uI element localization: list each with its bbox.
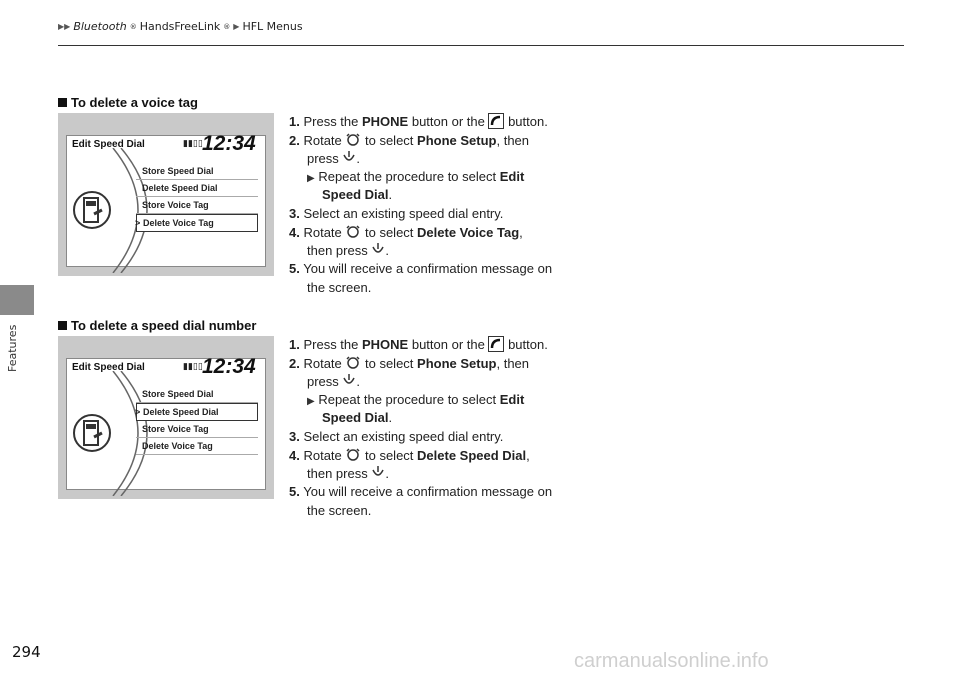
interface-dial-icon: [345, 132, 361, 151]
screen-title: Edit Speed Dial: [72, 139, 145, 150]
sub-step: ▶ Repeat the procedure to select Edit: [307, 392, 525, 407]
section-heading: To delete a speed dial number: [58, 318, 256, 333]
page-number: 294: [12, 643, 41, 661]
step-cont: then press .: [307, 243, 389, 260]
header-rule: [58, 45, 904, 46]
phone-icon: [72, 411, 112, 455]
interface-dial-icon: [345, 447, 361, 466]
phone-icon: [72, 188, 112, 232]
step-cont: then press .: [307, 466, 389, 483]
step: 2. Rotate to select Phone Setup, then: [289, 355, 529, 374]
section-tab: [0, 285, 34, 315]
step: 5. You will receive a confirmation message on: [289, 484, 553, 499]
press-icon: [371, 243, 385, 260]
step: 3. Select an existing speed dial entry.: [289, 429, 504, 444]
step: 4. Rotate to select Delete Voice Tag,: [289, 224, 523, 243]
menu-list: [136, 386, 258, 455]
menu-item[interactable]: Delete Speed Dial: [136, 180, 258, 197]
step: 3. Select an existing speed dial entry.: [289, 206, 504, 221]
screen-title: Edit Speed Dial: [72, 362, 145, 373]
menu-list: [136, 163, 258, 232]
step: 1. Press the PHONE button or the button.: [289, 113, 548, 132]
step-cont: the screen.: [307, 280, 372, 295]
phone-button-icon: [488, 113, 504, 132]
signal-status-icon: ▮▮▯▯: [183, 362, 203, 372]
step-cont: the screen.: [307, 503, 372, 518]
press-icon: [371, 466, 385, 483]
breadcrumb-handsfreelink[interactable]: HandsFreeLink: [139, 20, 221, 33]
sub-step-cont: Speed Dial.: [322, 410, 393, 425]
sub-step-arrow-icon: ▶: [307, 173, 315, 184]
menu-item[interactable]: Delete Voice Tag: [136, 438, 258, 455]
step-cont: press .: [307, 374, 360, 391]
breadcrumb: [58, 20, 303, 33]
menu-item-selected[interactable]: > Delete Speed Dial: [136, 403, 258, 421]
watermark: carmanualsonline.info: [574, 650, 769, 672]
breadcrumb-arrow-icon: ▶▶: [58, 22, 71, 31]
breadcrumb-arrow-icon: ▶: [233, 22, 240, 31]
interface-dial-icon: [345, 224, 361, 243]
sub-step: ▶ Repeat the procedure to select Edit: [307, 169, 525, 184]
registered-mark: ®: [223, 22, 231, 31]
screen-clock: 12:34: [202, 132, 256, 155]
breadcrumb-bluetooth[interactable]: Bluetooth: [73, 20, 127, 33]
press-icon: [342, 374, 356, 391]
interface-dial-icon: [345, 355, 361, 374]
step-cont: press .: [307, 151, 360, 168]
heading-square-icon: [58, 321, 67, 330]
menu-item[interactable]: Store Speed Dial: [136, 386, 258, 403]
phone-button-icon: [488, 336, 504, 355]
step: 2. Rotate to select Phone Setup, then: [289, 132, 529, 151]
menu-item[interactable]: Store Voice Tag: [136, 197, 258, 214]
screen-clock: 12:34: [202, 355, 256, 378]
screen-illustration: [58, 336, 274, 499]
breadcrumb-hfl-menus[interactable]: HFL Menus: [242, 20, 303, 33]
menu-item[interactable]: Store Speed Dial: [136, 163, 258, 180]
side-label: Features: [6, 324, 19, 372]
signal-status-icon: ▮▮▯▯: [183, 139, 203, 149]
registered-mark: ®: [129, 22, 137, 31]
menu-item[interactable]: Store Voice Tag: [136, 421, 258, 438]
step: 4. Rotate to select Delete Speed Dial,: [289, 447, 530, 466]
step: 5. You will receive a confirmation message on: [289, 261, 553, 276]
heading-square-icon: [58, 98, 67, 107]
section-heading: To delete a voice tag: [58, 95, 198, 110]
press-icon: [342, 151, 356, 168]
screen-illustration: [58, 113, 274, 276]
menu-item-selected[interactable]: > Delete Voice Tag: [136, 214, 258, 232]
sub-step-cont: Speed Dial.: [322, 187, 393, 202]
step: 1. Press the PHONE button or the button.: [289, 336, 548, 355]
sub-step-arrow-icon: ▶: [307, 396, 315, 407]
